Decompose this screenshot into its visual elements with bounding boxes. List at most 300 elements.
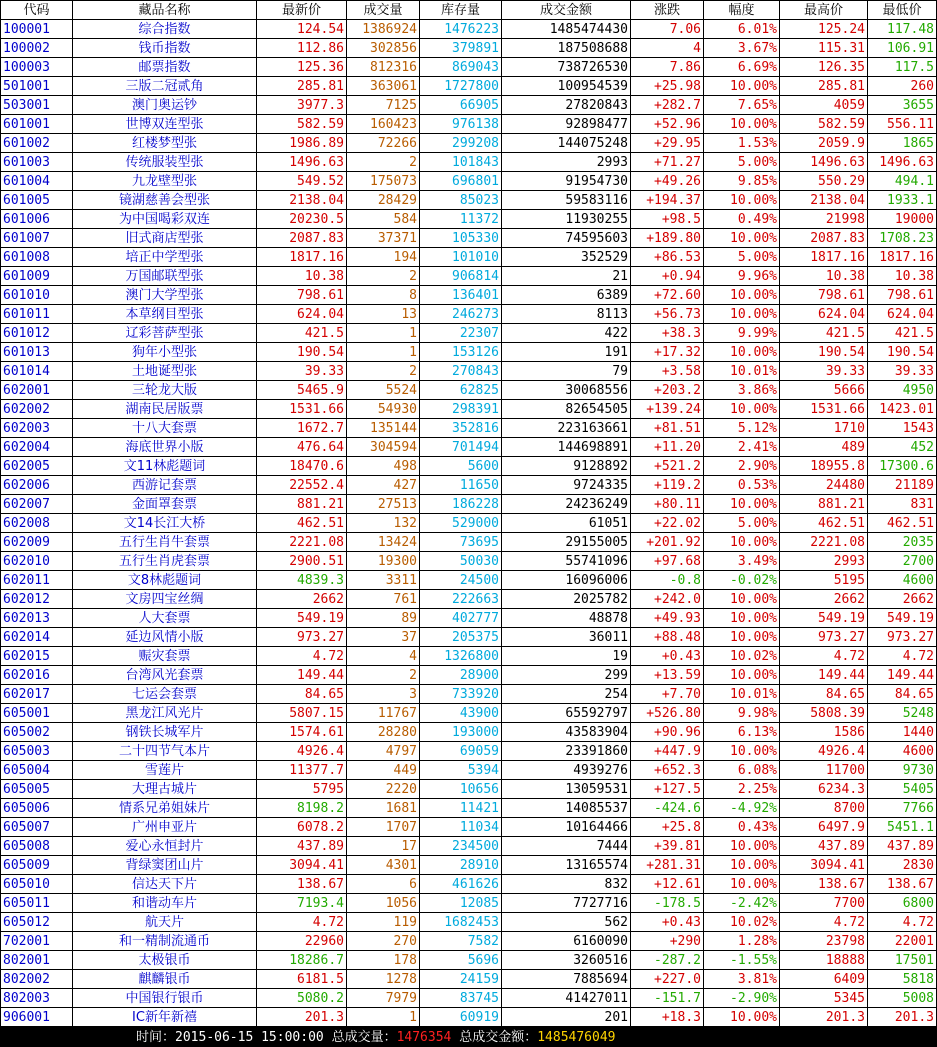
cell-stock: 43900 <box>420 704 502 723</box>
cell-name[interactable]: 钢铁长城军片 <box>73 723 257 742</box>
cell-change: +80.11 <box>631 495 704 514</box>
cell-change: -287.2 <box>631 951 704 970</box>
table-row[interactable] <box>1 571 937 590</box>
cell-stock: 66905 <box>420 96 502 115</box>
cell-code: 605002 <box>1 723 73 742</box>
cell-last-price: 22552.4 <box>257 476 347 495</box>
cell-volume: 1 <box>347 324 420 343</box>
table-row[interactable] <box>1 932 937 951</box>
cell-change-pct: 9.99% <box>704 324 780 343</box>
total-amount-label: 总成交金额： <box>459 1030 538 1045</box>
table-row[interactable] <box>1 39 937 58</box>
cell-amount: 13059531 <box>502 780 631 799</box>
cell-amount: 191 <box>502 343 631 362</box>
cell-name[interactable]: 狗年小型张 <box>73 343 257 362</box>
cell-code: 602010 <box>1 552 73 571</box>
cell-amount: 352529 <box>502 248 631 267</box>
cell-change-pct: 10.00% <box>704 590 780 609</box>
cell-name[interactable]: 情系兄弟姐妹片 <box>73 799 257 818</box>
table-row[interactable] <box>1 856 937 875</box>
cell-name[interactable]: 红楼梦型张 <box>73 134 257 153</box>
cell-code: 602009 <box>1 533 73 552</box>
cell-code: 602007 <box>1 495 73 514</box>
cell-low: 831 <box>868 495 937 514</box>
cell-stock: 1476223 <box>420 20 502 39</box>
table-row[interactable] <box>1 210 937 229</box>
cell-name[interactable]: 信达天下片 <box>73 875 257 894</box>
table-row[interactable] <box>1 419 937 438</box>
cell-change-pct: 5.00% <box>704 153 780 172</box>
cell-code: 602001 <box>1 381 73 400</box>
cell-change: +282.7 <box>631 96 704 115</box>
table-row[interactable] <box>1 115 937 134</box>
table-row[interactable] <box>1 533 937 552</box>
total-volume-label: 总成交量： <box>331 1030 397 1045</box>
cell-high: 84.65 <box>780 685 868 704</box>
cell-amount: 48878 <box>502 609 631 628</box>
cell-high: 5195 <box>780 571 868 590</box>
cell-high: 115.31 <box>780 39 868 58</box>
cell-last-price: 3977.3 <box>257 96 347 115</box>
cell-last-price: 421.5 <box>257 324 347 343</box>
cell-last-price: 2662 <box>257 590 347 609</box>
cell-last-price: 125.36 <box>257 58 347 77</box>
cell-name[interactable]: 综合指数 <box>73 20 257 39</box>
cell-change-pct: 10.00% <box>704 229 780 248</box>
cell-name[interactable]: 麒麟银币 <box>73 970 257 989</box>
cell-stock: 270843 <box>420 362 502 381</box>
table-row[interactable] <box>1 628 937 647</box>
table-row[interactable] <box>1 58 937 77</box>
cell-amount: 16096006 <box>502 571 631 590</box>
table-row[interactable] <box>1 134 937 153</box>
cell-last-price: 624.04 <box>257 305 347 324</box>
cell-code: 100002 <box>1 39 73 58</box>
cell-amount: 8113 <box>502 305 631 324</box>
cell-name[interactable]: 爱心永恒封片 <box>73 837 257 856</box>
cell-name[interactable]: 九龙壁型张 <box>73 172 257 191</box>
cell-change: +526.80 <box>631 704 704 723</box>
cell-name[interactable]: 澳门奥运钞 <box>73 96 257 115</box>
cell-amount: 144075248 <box>502 134 631 153</box>
cell-name[interactable]: 辽彩菩萨型张 <box>73 324 257 343</box>
table-row[interactable] <box>1 647 937 666</box>
cell-amount: 36011 <box>502 628 631 647</box>
table-row[interactable] <box>1 495 937 514</box>
cell-stock: 73695 <box>420 533 502 552</box>
cell-last-price: 5465.9 <box>257 381 347 400</box>
cell-code: 601012 <box>1 324 73 343</box>
cell-amount: 13165574 <box>502 856 631 875</box>
cell-amount: 19 <box>502 647 631 666</box>
cell-low: 201.3 <box>868 1008 937 1027</box>
cell-volume: 1386924 <box>347 20 420 39</box>
cell-change-pct: 10.00% <box>704 1008 780 1027</box>
cell-name[interactable]: 黑龙江风光片 <box>73 704 257 723</box>
cell-code: 605001 <box>1 704 73 723</box>
cell-change: +39.81 <box>631 837 704 856</box>
header-volume[interactable]: 成交量 <box>347 1 420 20</box>
cell-volume: 4301 <box>347 856 420 875</box>
cell-low: 9730 <box>868 761 937 780</box>
cell-name[interactable]: 钱币指数 <box>73 39 257 58</box>
cell-low: 5405 <box>868 780 937 799</box>
cell-change-pct: 3.49% <box>704 552 780 571</box>
cell-code: 601001 <box>1 115 73 134</box>
cell-low: 462.51 <box>868 514 937 533</box>
cell-amount: 27820843 <box>502 96 631 115</box>
cell-stock: 85023 <box>420 191 502 210</box>
cell-high: 201.3 <box>780 1008 868 1027</box>
table-row[interactable] <box>1 913 937 932</box>
cell-name[interactable]: 西游记套票 <box>73 476 257 495</box>
cell-name[interactable]: 世博双连型张 <box>73 115 257 134</box>
cell-change-pct: 10.00% <box>704 343 780 362</box>
cell-high: 6234.3 <box>780 780 868 799</box>
table-row[interactable] <box>1 343 937 362</box>
cell-change-pct: 10.00% <box>704 115 780 134</box>
cell-code: 802001 <box>1 951 73 970</box>
cell-last-price: 84.65 <box>257 685 347 704</box>
cell-change-pct: 5.00% <box>704 248 780 267</box>
cell-low: 17300.6 <box>868 457 937 476</box>
cell-high: 1531.66 <box>780 400 868 419</box>
cell-name[interactable]: 万国邮联型张 <box>73 267 257 286</box>
cell-change-pct: 1.53% <box>704 134 780 153</box>
cell-volume: 304594 <box>347 438 420 457</box>
header-high[interactable]: 最高价 <box>780 1 868 20</box>
table-row[interactable] <box>1 248 937 267</box>
cell-amount: 29155005 <box>502 533 631 552</box>
cell-name[interactable]: 土地诞型张 <box>73 362 257 381</box>
cell-high: 8700 <box>780 799 868 818</box>
cell-change-pct: 10.00% <box>704 191 780 210</box>
table-row[interactable] <box>1 761 937 780</box>
cell-amount: 187508688 <box>502 39 631 58</box>
cell-change-pct: 10.00% <box>704 286 780 305</box>
cell-name[interactable]: 镜湖慈善会型张 <box>73 191 257 210</box>
cell-high: 18888 <box>780 951 868 970</box>
cell-change: +242.0 <box>631 590 704 609</box>
cell-code: 605008 <box>1 837 73 856</box>
header-code[interactable]: 代码 <box>1 1 73 20</box>
cell-code: 602006 <box>1 476 73 495</box>
cell-change: +290 <box>631 932 704 951</box>
cell-volume: 2 <box>347 267 420 286</box>
header-change-pct[interactable]: 幅度 <box>704 1 780 20</box>
cell-name[interactable]: 文11林彪题词 <box>73 457 257 476</box>
table-row[interactable] <box>1 951 937 970</box>
cell-name[interactable]: 背绿窦团山片 <box>73 856 257 875</box>
cell-high: 285.81 <box>780 77 868 96</box>
cell-low: 1865 <box>868 134 937 153</box>
cell-amount: 79 <box>502 362 631 381</box>
cell-name[interactable]: 人大套票 <box>73 609 257 628</box>
cell-change-pct: 0.49% <box>704 210 780 229</box>
table-row[interactable] <box>1 685 937 704</box>
cell-last-price: 6181.5 <box>257 970 347 989</box>
cell-amount: 30068556 <box>502 381 631 400</box>
table-row[interactable] <box>1 780 937 799</box>
cell-stock: 696801 <box>420 172 502 191</box>
cell-low: 260 <box>868 77 937 96</box>
cell-low: 138.67 <box>868 875 937 894</box>
cell-change-pct: 0.43% <box>704 818 780 837</box>
table-row[interactable] <box>1 305 937 324</box>
cell-name[interactable]: 十八大套票 <box>73 419 257 438</box>
cell-change: +98.5 <box>631 210 704 229</box>
cell-volume: 363061 <box>347 77 420 96</box>
table-row[interactable] <box>1 324 937 343</box>
cell-name[interactable]: 五行生肖牛套票 <box>73 533 257 552</box>
cell-amount: 65592797 <box>502 704 631 723</box>
table-row[interactable] <box>1 286 937 305</box>
table-row[interactable] <box>1 1008 937 1027</box>
cell-high: 4.72 <box>780 913 868 932</box>
cell-amount: 21 <box>502 267 631 286</box>
cell-code: 602011 <box>1 571 73 590</box>
table-row[interactable] <box>1 970 937 989</box>
cell-low: 1817.16 <box>868 248 937 267</box>
table-row[interactable] <box>1 590 937 609</box>
cell-amount: 7727716 <box>502 894 631 913</box>
cell-low: 494.1 <box>868 172 937 191</box>
cell-name[interactable]: 旧式商店型张 <box>73 229 257 248</box>
table-row[interactable] <box>1 153 937 172</box>
cell-volume: 19300 <box>347 552 420 571</box>
header-low[interactable]: 最低价 <box>868 1 937 20</box>
cell-code: 602017 <box>1 685 73 704</box>
cell-low: 973.27 <box>868 628 937 647</box>
cell-name[interactable]: 文14长江大桥 <box>73 514 257 533</box>
cell-high: 2059.9 <box>780 134 868 153</box>
table-row[interactable] <box>1 514 937 533</box>
cell-amount: 201 <box>502 1008 631 1027</box>
cell-name[interactable]: 文8林彪题词 <box>73 571 257 590</box>
header-last-price[interactable]: 最新价 <box>257 1 347 20</box>
cell-low: 2830 <box>868 856 937 875</box>
cell-high: 462.51 <box>780 514 868 533</box>
cell-change: +38.3 <box>631 324 704 343</box>
cell-name[interactable]: 邮票指数 <box>73 58 257 77</box>
cell-name[interactable]: 本草纲目型张 <box>73 305 257 324</box>
cell-name[interactable]: 和谐动车片 <box>73 894 257 913</box>
cell-name[interactable]: 太极银币 <box>73 951 257 970</box>
cell-name[interactable]: IC新年新禧 <box>73 1008 257 1027</box>
cell-name[interactable]: 雪莲片 <box>73 761 257 780</box>
cell-high: 1817.16 <box>780 248 868 267</box>
cell-name[interactable]: 文房四宝丝绸 <box>73 590 257 609</box>
table-row[interactable] <box>1 172 937 191</box>
cell-low: 1543 <box>868 419 937 438</box>
cell-name[interactable]: 赈灾套票 <box>73 647 257 666</box>
cell-last-price: 4926.4 <box>257 742 347 761</box>
cell-name[interactable]: 中国银行银币 <box>73 989 257 1008</box>
cell-name[interactable]: 广州申亚片 <box>73 818 257 837</box>
cell-stock: 733920 <box>420 685 502 704</box>
table-row[interactable] <box>1 267 937 286</box>
cell-stock: 186228 <box>420 495 502 514</box>
cell-last-price: 149.44 <box>257 666 347 685</box>
cell-amount: 7444 <box>502 837 631 856</box>
cell-code: 601007 <box>1 229 73 248</box>
cell-volume: 194 <box>347 248 420 267</box>
cell-volume: 1056 <box>347 894 420 913</box>
cell-name[interactable]: 航天片 <box>73 913 257 932</box>
cell-amount: 6160090 <box>502 932 631 951</box>
cell-change-pct: 2.41% <box>704 438 780 457</box>
cell-high: 21998 <box>780 210 868 229</box>
cell-high: 2662 <box>780 590 868 609</box>
table-row[interactable] <box>1 191 937 210</box>
header-amount[interactable]: 成交金额 <box>502 1 631 20</box>
table-row[interactable] <box>1 381 937 400</box>
cell-volume: 302856 <box>347 39 420 58</box>
cell-stock: 906814 <box>420 267 502 286</box>
table-row[interactable] <box>1 457 937 476</box>
table-body <box>1 20 937 1027</box>
cell-last-price: 973.27 <box>257 628 347 647</box>
table-row[interactable] <box>1 552 937 571</box>
total-amount-value: 1485476049 <box>537 1030 616 1045</box>
cell-name[interactable]: 金面罩套票 <box>73 495 257 514</box>
cell-change: +90.96 <box>631 723 704 742</box>
table-row[interactable] <box>1 476 937 495</box>
cell-name[interactable]: 台湾风光套票 <box>73 666 257 685</box>
cell-change-pct: 2.90% <box>704 457 780 476</box>
cell-change: +119.2 <box>631 476 704 495</box>
cell-stock: 11421 <box>420 799 502 818</box>
cell-name[interactable]: 三版二冠贰角 <box>73 77 257 96</box>
table-row[interactable] <box>1 837 937 856</box>
table-row[interactable] <box>1 438 937 457</box>
cell-volume: 54930 <box>347 400 420 419</box>
cell-high: 7700 <box>780 894 868 913</box>
cell-last-price: 4.72 <box>257 647 347 666</box>
cell-change: +86.53 <box>631 248 704 267</box>
cell-code: 605009 <box>1 856 73 875</box>
cell-high: 10.38 <box>780 267 868 286</box>
cell-name[interactable]: 海底世界小版 <box>73 438 257 457</box>
table-row[interactable] <box>1 229 937 248</box>
cell-change: +11.20 <box>631 438 704 457</box>
cell-low: 84.65 <box>868 685 937 704</box>
cell-stock: 298391 <box>420 400 502 419</box>
cell-high: 39.33 <box>780 362 868 381</box>
cell-low: 17501 <box>868 951 937 970</box>
table-row[interactable] <box>1 742 937 761</box>
cell-low: 2035 <box>868 533 937 552</box>
table-row[interactable] <box>1 799 937 818</box>
cell-volume: 7979 <box>347 989 420 1008</box>
cell-name[interactable]: 和一精制流通币 <box>73 932 257 951</box>
cell-volume: 132 <box>347 514 420 533</box>
cell-name[interactable]: 传统服装型张 <box>73 153 257 172</box>
cell-amount: 1485474430 <box>502 20 631 39</box>
cell-last-price: 6078.2 <box>257 818 347 837</box>
cell-last-price: 190.54 <box>257 343 347 362</box>
cell-high: 798.61 <box>780 286 868 305</box>
table-row[interactable] <box>1 400 937 419</box>
table-row[interactable] <box>1 609 937 628</box>
cell-code: 605004 <box>1 761 73 780</box>
header-stock[interactable]: 库存量 <box>420 1 502 20</box>
cell-high: 24480 <box>780 476 868 495</box>
cell-change-pct: -2.90% <box>704 989 780 1008</box>
cell-change: +97.68 <box>631 552 704 571</box>
cell-stock: 5394 <box>420 761 502 780</box>
cell-stock: 246273 <box>420 305 502 324</box>
cell-volume: 1707 <box>347 818 420 837</box>
table-row[interactable] <box>1 723 937 742</box>
cell-last-price: 39.33 <box>257 362 347 381</box>
cell-last-price: 8198.2 <box>257 799 347 818</box>
cell-code: 601004 <box>1 172 73 191</box>
header-change[interactable]: 涨跌 <box>631 1 704 20</box>
cell-change-pct: 5.00% <box>704 514 780 533</box>
table-row[interactable] <box>1 704 937 723</box>
cell-high: 1496.63 <box>780 153 868 172</box>
cell-code: 601006 <box>1 210 73 229</box>
cell-change: +52.96 <box>631 115 704 134</box>
cell-name[interactable]: 湖南民居版票 <box>73 400 257 419</box>
cell-amount: 61051 <box>502 514 631 533</box>
table-row[interactable] <box>1 96 937 115</box>
table-row[interactable] <box>1 666 937 685</box>
cell-volume: 1681 <box>347 799 420 818</box>
cell-change: +18.3 <box>631 1008 704 1027</box>
cell-name[interactable]: 五行生肖虎套票 <box>73 552 257 571</box>
cell-change-pct: 9.96% <box>704 267 780 286</box>
cell-change-pct: 3.86% <box>704 381 780 400</box>
cell-name[interactable]: 二十四节气本片 <box>73 742 257 761</box>
cell-change-pct: 6.01% <box>704 20 780 39</box>
table-row[interactable] <box>1 875 937 894</box>
cell-high: 4.72 <box>780 647 868 666</box>
table-row[interactable] <box>1 77 937 96</box>
cell-stock: 976138 <box>420 115 502 134</box>
cell-name[interactable]: 为中国喝彩双连 <box>73 210 257 229</box>
cell-name[interactable]: 延边风情小版 <box>73 628 257 647</box>
cell-last-price: 124.54 <box>257 20 347 39</box>
table-row[interactable] <box>1 362 937 381</box>
cell-last-price: 5080.2 <box>257 989 347 1008</box>
header-name[interactable]: 藏品名称 <box>73 1 257 20</box>
table-row[interactable] <box>1 20 937 39</box>
cell-name[interactable]: 大理古城片 <box>73 780 257 799</box>
cell-high: 1586 <box>780 723 868 742</box>
cell-name[interactable]: 三轮龙大版 <box>73 381 257 400</box>
cell-volume: 4 <box>347 647 420 666</box>
cell-change-pct: 3.81% <box>704 970 780 989</box>
cell-change-pct: -1.55% <box>704 951 780 970</box>
cell-name[interactable]: 澳门大学型张 <box>73 286 257 305</box>
cell-change: +17.32 <box>631 343 704 362</box>
cell-name[interactable]: 培正中学型张 <box>73 248 257 267</box>
cell-change: +203.2 <box>631 381 704 400</box>
table-row[interactable] <box>1 818 937 837</box>
cell-high: 6409 <box>780 970 868 989</box>
cell-stock: 50030 <box>420 552 502 571</box>
table-row[interactable] <box>1 894 937 913</box>
cell-high: 3094.41 <box>780 856 868 875</box>
table-row[interactable] <box>1 989 937 1008</box>
cell-name[interactable]: 七运会套票 <box>73 685 257 704</box>
cell-volume: 4797 <box>347 742 420 761</box>
cell-last-price: 7193.4 <box>257 894 347 913</box>
cell-low: 1440 <box>868 723 937 742</box>
cell-change-pct: 10.02% <box>704 913 780 932</box>
